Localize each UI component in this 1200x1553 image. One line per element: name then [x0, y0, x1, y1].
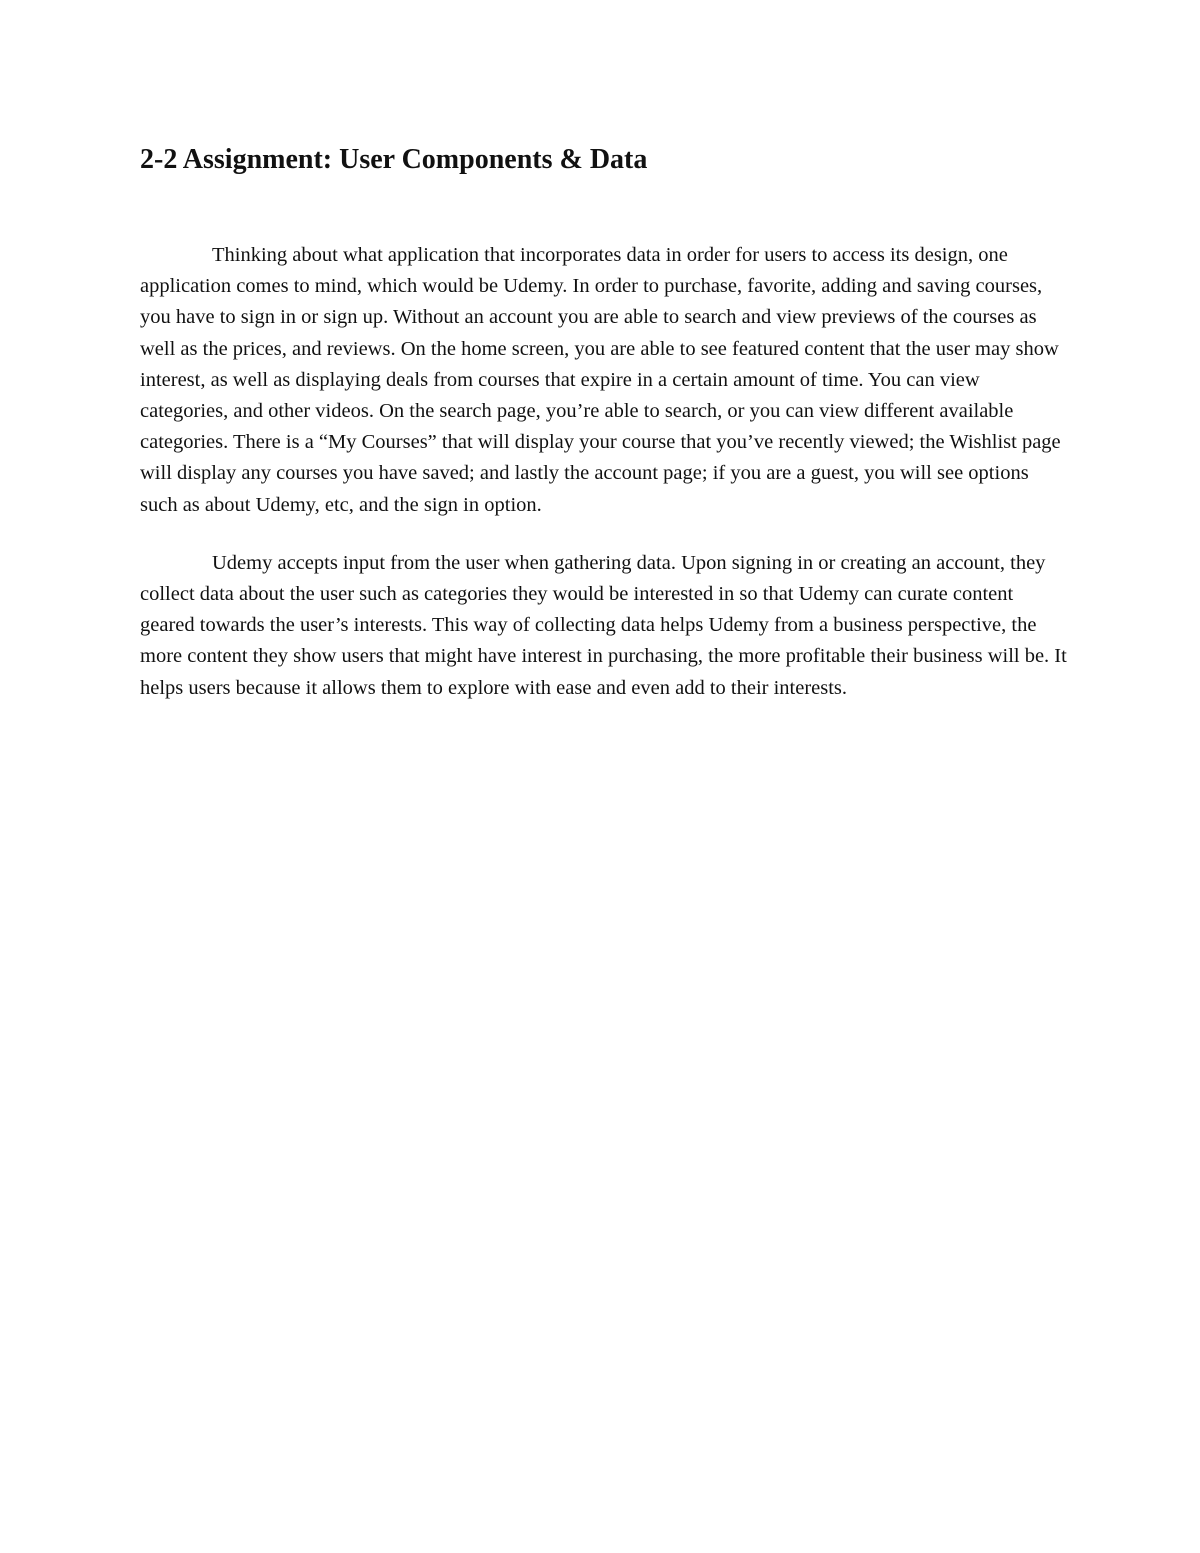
paragraph-2: Udemy accepts input from the user when gathering data. Upon signing in or creating an account, they collect data about the user such as categories they would be interested in so that Udemy can curate content geared towards the user’s interests. This way of collecting data helps Udemy from a business perspective, the more content they show users that might have interest in purchasing, the more profitable their business will be. It helps users because it allows them to explore with ease and even add to their interests. [140, 551, 1067, 699]
paragraph-1: Thinking about what application that incorporates data in order for users to access its design, one application comes to mind, which would be Udemy. In order to purchase, favorite, adding and saving courses, you have to sign in or sign up. Without an account you are able to search and view previews of the courses as well as the prices, and reviews. On the home screen, you are able to see featured content that the user may show interest, as well as displaying deals from courses that expire in a certain amount of time. You can view categories, and other videos. On the search page, you’re able to search, or you can view different available categories. There is a “My Courses” that will display your course that you’ve recently viewed; the Wishlist page will display any courses you have saved; and lastly the account page; if you are a guest, you will see options such as about Udemy, etc, and the sign in option. [140, 244, 1061, 516]
document-title: 2-2 Assignment: User Components & Data [140, 144, 648, 175]
document-body [140, 240, 1070, 731]
